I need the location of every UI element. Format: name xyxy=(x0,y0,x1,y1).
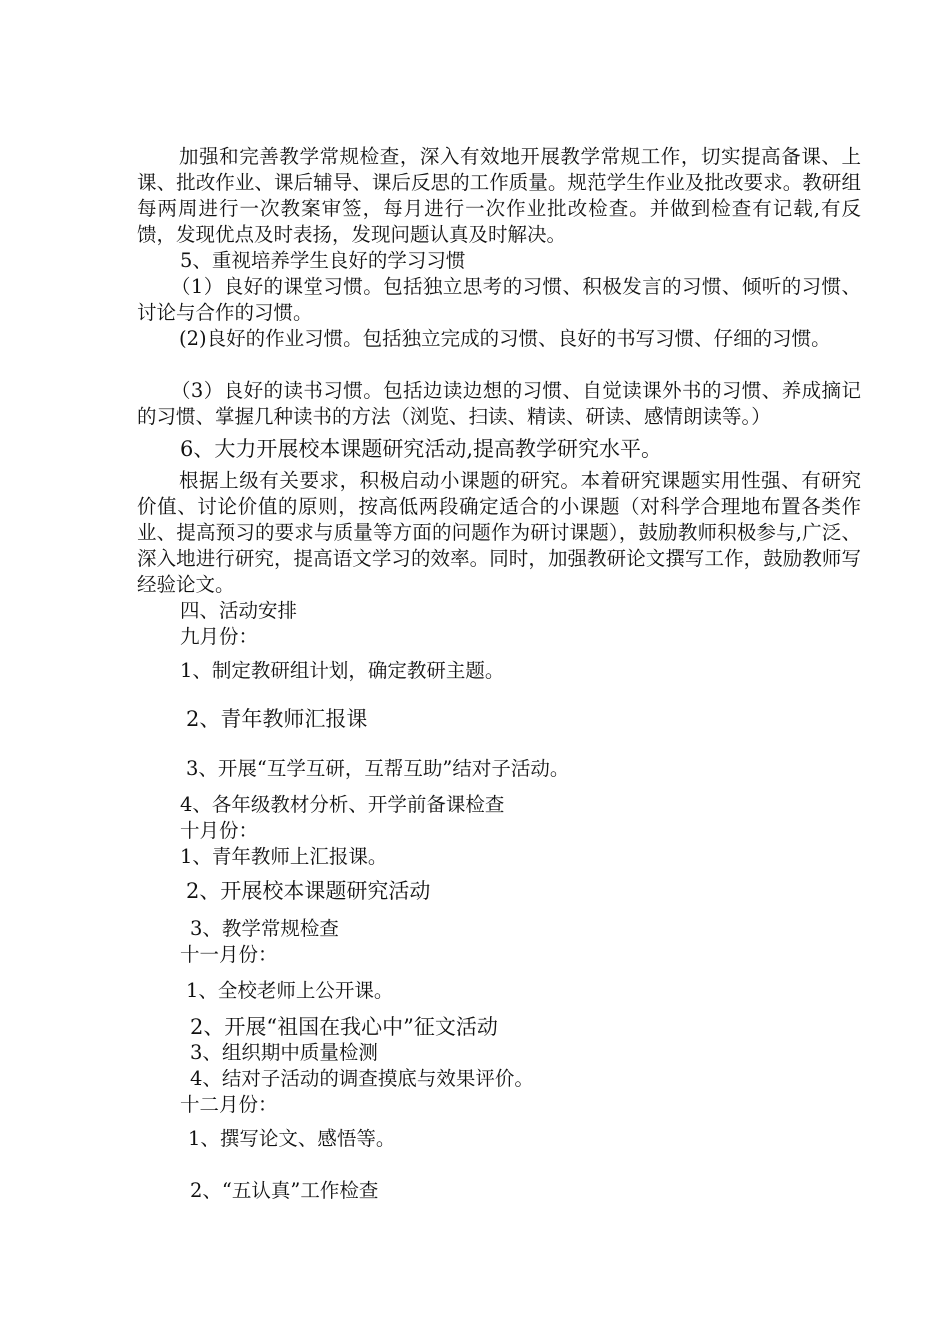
schedule-item: 1、制定教研组计划，确定教研主题。 xyxy=(180,659,505,682)
paragraph-reading-habits: （3）良好的读书习惯。包括边读边想的习惯、自觉读课外书的习惯、养成摘记的习惯、掌握几种读书的方法（浏览、扫读、精读、研读、感情朗读等。） xyxy=(137,379,861,428)
schedule-item: 3、开展“互学互研，互帮互助”结对子活动。 xyxy=(186,757,570,780)
paragraph-routine-check: 加强和完善教学常规检查，深入有效地开展教学常规工作，切实提高备课、上课、批改作业、课后辅导、课后反思的工作质量。规范学生作业及批改要求。教研组每两周进行一次教案审签，每月进行一次作业批改检查。并做到检查有记载,有反馈，发现优点及时表扬，发现问题认真及时解决。 xyxy=(137,145,861,246)
heading-activity-schedule: 四、活动安排 xyxy=(180,599,298,622)
heading-school-research: 6、大力开展校本课题研究活动,提高教学研究水平。 xyxy=(180,437,663,461)
schedule-item: 2、开展校本课题研究活动 xyxy=(186,879,431,903)
schedule-item: 3、组织期中质量检测 xyxy=(190,1041,378,1064)
month-label-september: 九月份： xyxy=(180,625,259,648)
month-label-november: 十一月份： xyxy=(180,943,278,966)
heading-study-habits: 5、重视培养学生良好的学习习惯 xyxy=(180,249,466,272)
schedule-item: 2、青年教师汇报课 xyxy=(186,707,368,731)
schedule-item: 1、青年教师上汇报课。 xyxy=(180,845,388,868)
schedule-item: 1、全校老师上公开课。 xyxy=(186,979,394,1002)
paragraph-research-details: 根据上级有关要求，积极启动小课题的研究。本着研究课题实用性强、有研究价值、讨论价值的原则，按高低两段确定适合的小课题（对科学合理地布置各类作业、提高预习的要求与质量等方面的问题作为研讨课题），鼓励教师积极参与,广泛、深入地进行研究，提高语文学习的效率。同时，加强教研论文撰写工作，鼓励教师写经验论文。 xyxy=(137,469,861,596)
schedule-item: 1、撰写论文、感悟等。 xyxy=(188,1127,396,1150)
month-label-december: 十二月份： xyxy=(180,1093,278,1116)
paragraph-homework-habits: (2)良好的作业习惯。包括独立完成的习惯、良好的书写习惯、仔细的习惯。 xyxy=(179,327,831,350)
month-label-october: 十月份： xyxy=(180,819,259,842)
schedule-item: 4、各年级教材分析、开学前备课检查 xyxy=(180,793,505,816)
paragraph-class-habits: （1）良好的课堂习惯。包括独立思考的习惯、积极发言的习惯、倾听的习惯、讨论与合作的习惯。 xyxy=(137,275,861,324)
schedule-item: 2、开展“祖国在我心中”征文活动 xyxy=(190,1015,498,1039)
schedule-item: 3、教学常规检查 xyxy=(190,917,339,940)
schedule-item: 2、“五认真”工作检查 xyxy=(190,1179,379,1202)
schedule-item: 4、结对子活动的调查摸底与效果评价。 xyxy=(190,1067,534,1090)
